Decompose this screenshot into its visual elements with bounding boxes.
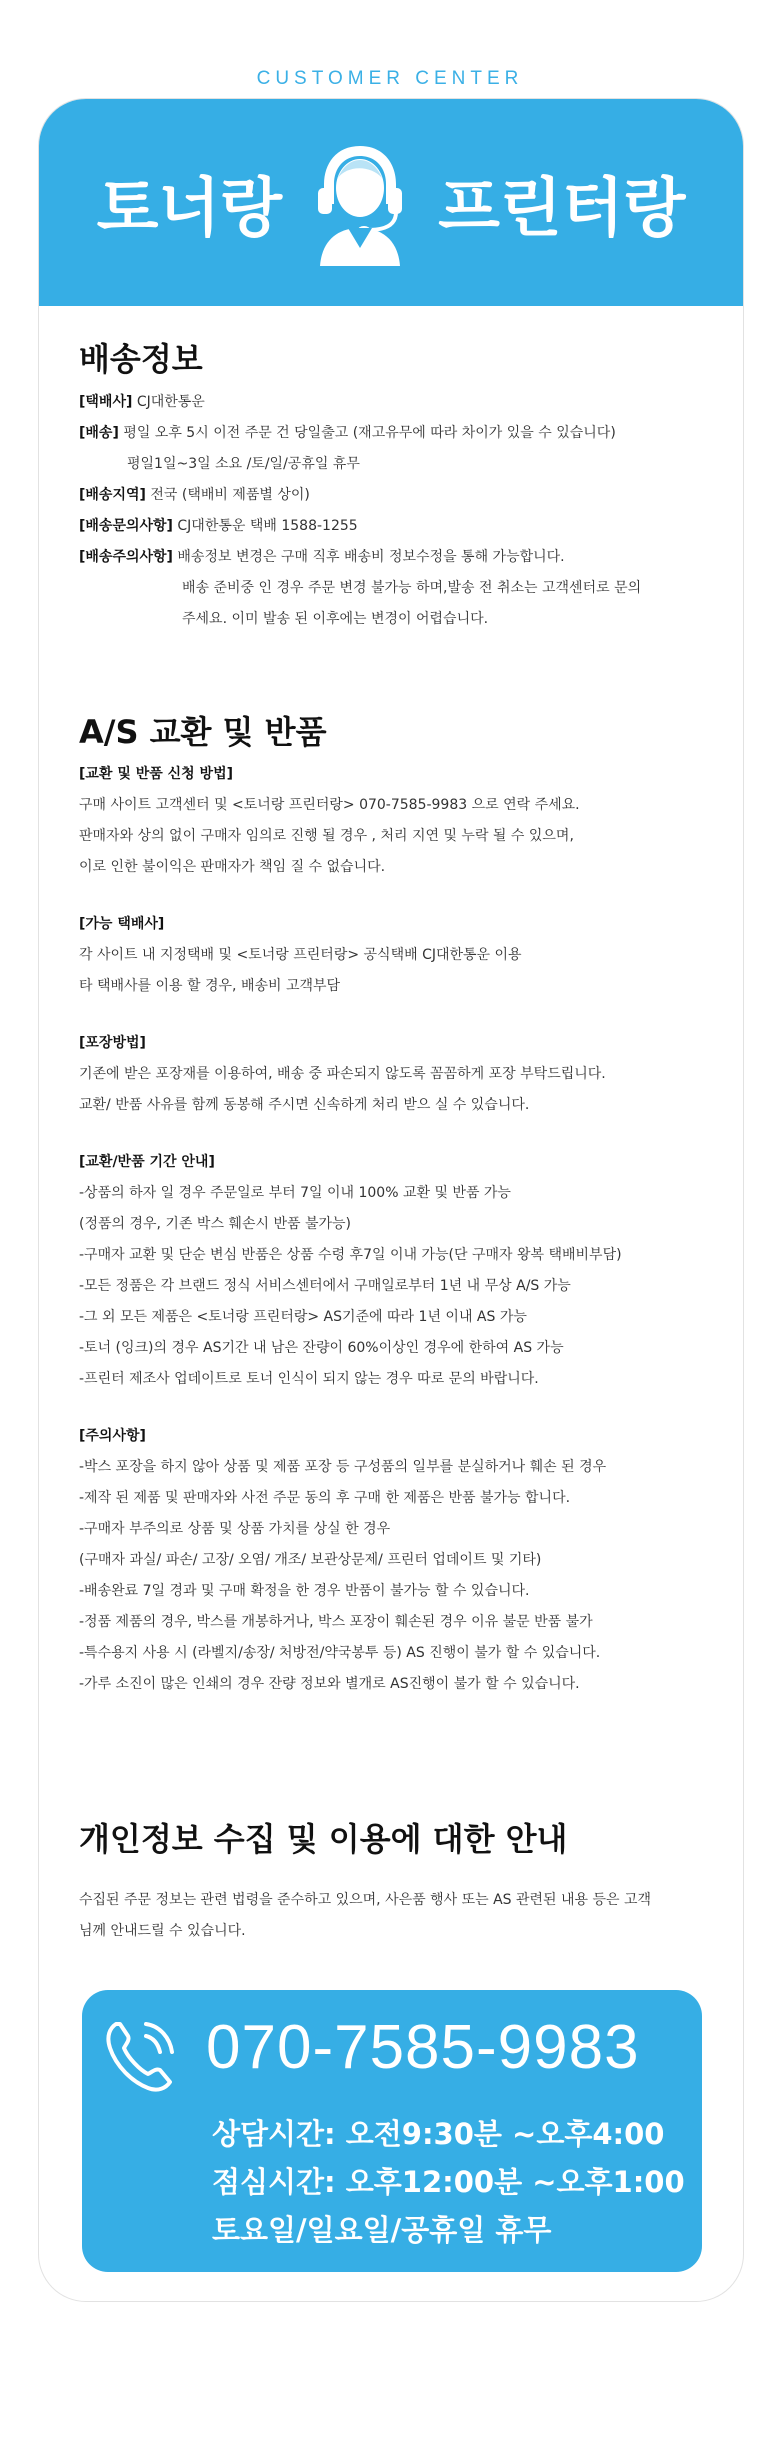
- shipping-row-caution: [배송주의사항] 배송정보 변경은 구매 직후 배송비 정보수정을 통해 가능합니다.: [79, 549, 565, 565]
- phone-number[interactable]: 070-7585-9983: [206, 2013, 640, 2082]
- shipping-row-inquiry: [배송문의사항] CJ대한통운 택배 1588-1255: [79, 518, 358, 534]
- shipping-row-carrier: [택배사] CJ대한통운: [79, 394, 205, 410]
- lunch-hours: 점심시간: 오후12:00분 ~오후1:00: [212, 2165, 685, 2199]
- as-line: -정품 제품의 경우, 박스를 개봉하거나, 박스 포장이 훼손된 경우 이유 불문 반품 불가: [79, 1614, 593, 1630]
- brand-name-right: 프린터랑: [438, 171, 686, 246]
- as-line: 기존에 받은 포장재를 이용하여, 배송 중 파손되지 않도록 꼼꼼하게 포장 부탁드립니다.: [79, 1066, 606, 1082]
- shipping-row-caution-2: 배송 준비중 인 경우 주문 변경 불가능 하며,발송 전 취소는 고객센터로 문의: [182, 580, 642, 596]
- shipping-info: [79, 387, 703, 635]
- brand-logo: [39, 99, 743, 306]
- as-line: -토너 (잉크)의 경우 AS기간 내 남은 잔량이 60%이상인 경우에 한하여 AS 가능: [79, 1340, 564, 1356]
- as-line: -프린터 제조사 업데이트로 토너 인식이 되지 않는 경우 따로 문의 바랍니다.: [79, 1371, 539, 1387]
- customer-center-label: CUSTOMER CENTER: [256, 68, 524, 89]
- as-heading-period: [교환/반품 기간 안내]: [79, 1154, 215, 1170]
- headset-agent-icon: [308, 138, 412, 268]
- shipping-title: 배송정보: [79, 340, 203, 378]
- as-info: [79, 759, 703, 1700]
- shipping-row-delivery: [배송] 평일 오후 5시 이전 주문 건 당일출고 (재고유무에 따라 차이가 있을 수 있습니다): [79, 425, 616, 441]
- as-heading-caution: [주의사항]: [79, 1428, 146, 1444]
- privacy-line: 님께 안내드릴 수 있습니다.: [79, 1923, 246, 1939]
- brand-header: [39, 99, 743, 306]
- as-line: 판매자와 상의 없이 구매자 임의로 진행 될 경우 , 처리 지연 및 누락 될 수 있으며,: [79, 828, 574, 844]
- as-line: -구매자 교환 및 단순 변심 반품은 상품 수령 후7일 이내 가능(단 구매자 왕복 택배비부담): [79, 1247, 622, 1263]
- phone-icon: [102, 2014, 178, 2096]
- as-line: (구매자 과실/ 파손/ 고장/ 오염/ 개조/ 보관상문제/ 프린터 업데이트 및 기타): [79, 1552, 542, 1568]
- as-heading-packing: [포장방법]: [79, 1035, 146, 1051]
- privacy-title: 개인정보 수집 및 이용에 대한 안내: [79, 1820, 568, 1858]
- shipping-row-caution-3: 주세요. 이미 발송 된 이후에는 변경이 어렵습니다.: [182, 611, 489, 627]
- brand-name-left: 토너랑: [96, 171, 283, 246]
- as-line: (정품의 경우, 기존 박스 훼손시 반품 불가능): [79, 1216, 351, 1232]
- shipping-row-delivery-days: 평일1일~3일 소요 /토/일/공휴일 휴무: [127, 456, 360, 472]
- closed-days: 토요일/일요일/공휴일 휴무: [212, 2213, 552, 2247]
- as-line: -박스 포장을 하지 않아 상품 및 제품 포장 등 구성품의 일부를 분실하거나 훼손 된 경우: [79, 1459, 607, 1475]
- as-line: -배송완료 7일 경과 및 구매 확정을 한 경우 반품이 불가능 할 수 있습니다.: [79, 1583, 530, 1599]
- info-card: [38, 98, 744, 2302]
- as-line: -그 외 모든 제품은 <토너랑 프린터랑> AS기준에 따라 1년 이내 AS 가능: [79, 1309, 527, 1325]
- contact-box: [82, 1990, 702, 2272]
- consult-hours: 상담시간: 오전9:30분 ~오후4:00: [212, 2117, 665, 2151]
- as-line: 교환/ 반품 사유를 함께 동봉해 주시면 신속하게 처리 받으 실 수 있습니다.: [79, 1097, 530, 1113]
- as-line: -구매자 부주의로 상품 및 상품 가치를 상실 한 경우: [79, 1521, 391, 1537]
- as-line: -가루 소진이 많은 인쇄의 경우 잔량 정보와 별개로 AS진행이 불가 할 수 있습니다.: [79, 1676, 580, 1692]
- as-line: -모든 정품은 각 브랜드 정식 서비스센터에서 구매일로부터 1년 내 무상 A/S 가능: [79, 1278, 571, 1294]
- as-line: 이로 인한 불이익은 판매자가 책임 질 수 없습니다.: [79, 859, 386, 875]
- as-line: 타 택배사를 이용 할 경우, 배송비 고객부담: [79, 978, 341, 994]
- as-line: -상품의 하자 일 경우 주문일로 부터 7일 이내 100% 교환 및 반품 가능: [79, 1185, 511, 1201]
- as-line: 구매 사이트 고객센터 및 <토너랑 프린터랑> 070-7585-9983 으로 연락 주세요.: [79, 797, 580, 813]
- as-line: 각 사이트 내 지정택배 및 <토너랑 프린터랑> 공식택배 CJ대한통운 이용: [79, 947, 522, 963]
- as-heading-carrier: [가능 택배사]: [79, 916, 165, 932]
- privacy-info: [79, 1885, 703, 1947]
- as-line: -특수용지 사용 시 (라벨지/송장/ 처방전/약국봉투 등) AS 진행이 불가 할 수 있습니다.: [79, 1645, 601, 1661]
- as-title: A/S 교환 및 반품: [79, 713, 327, 751]
- as-heading-method: [교환 및 반품 신청 방법]: [79, 766, 234, 782]
- shipping-row-region: [배송지역] 전국 (택배비 제품별 상이): [79, 487, 310, 503]
- as-line: -제작 된 제품 및 판매자와 사전 주문 동의 후 구매 한 제품은 반품 불가능 합니다.: [79, 1490, 571, 1506]
- privacy-line: 수집된 주문 정보는 관련 법령을 준수하고 있으며, 사은품 행사 또는 AS 관련된 내용 등은 고객: [79, 1892, 652, 1908]
